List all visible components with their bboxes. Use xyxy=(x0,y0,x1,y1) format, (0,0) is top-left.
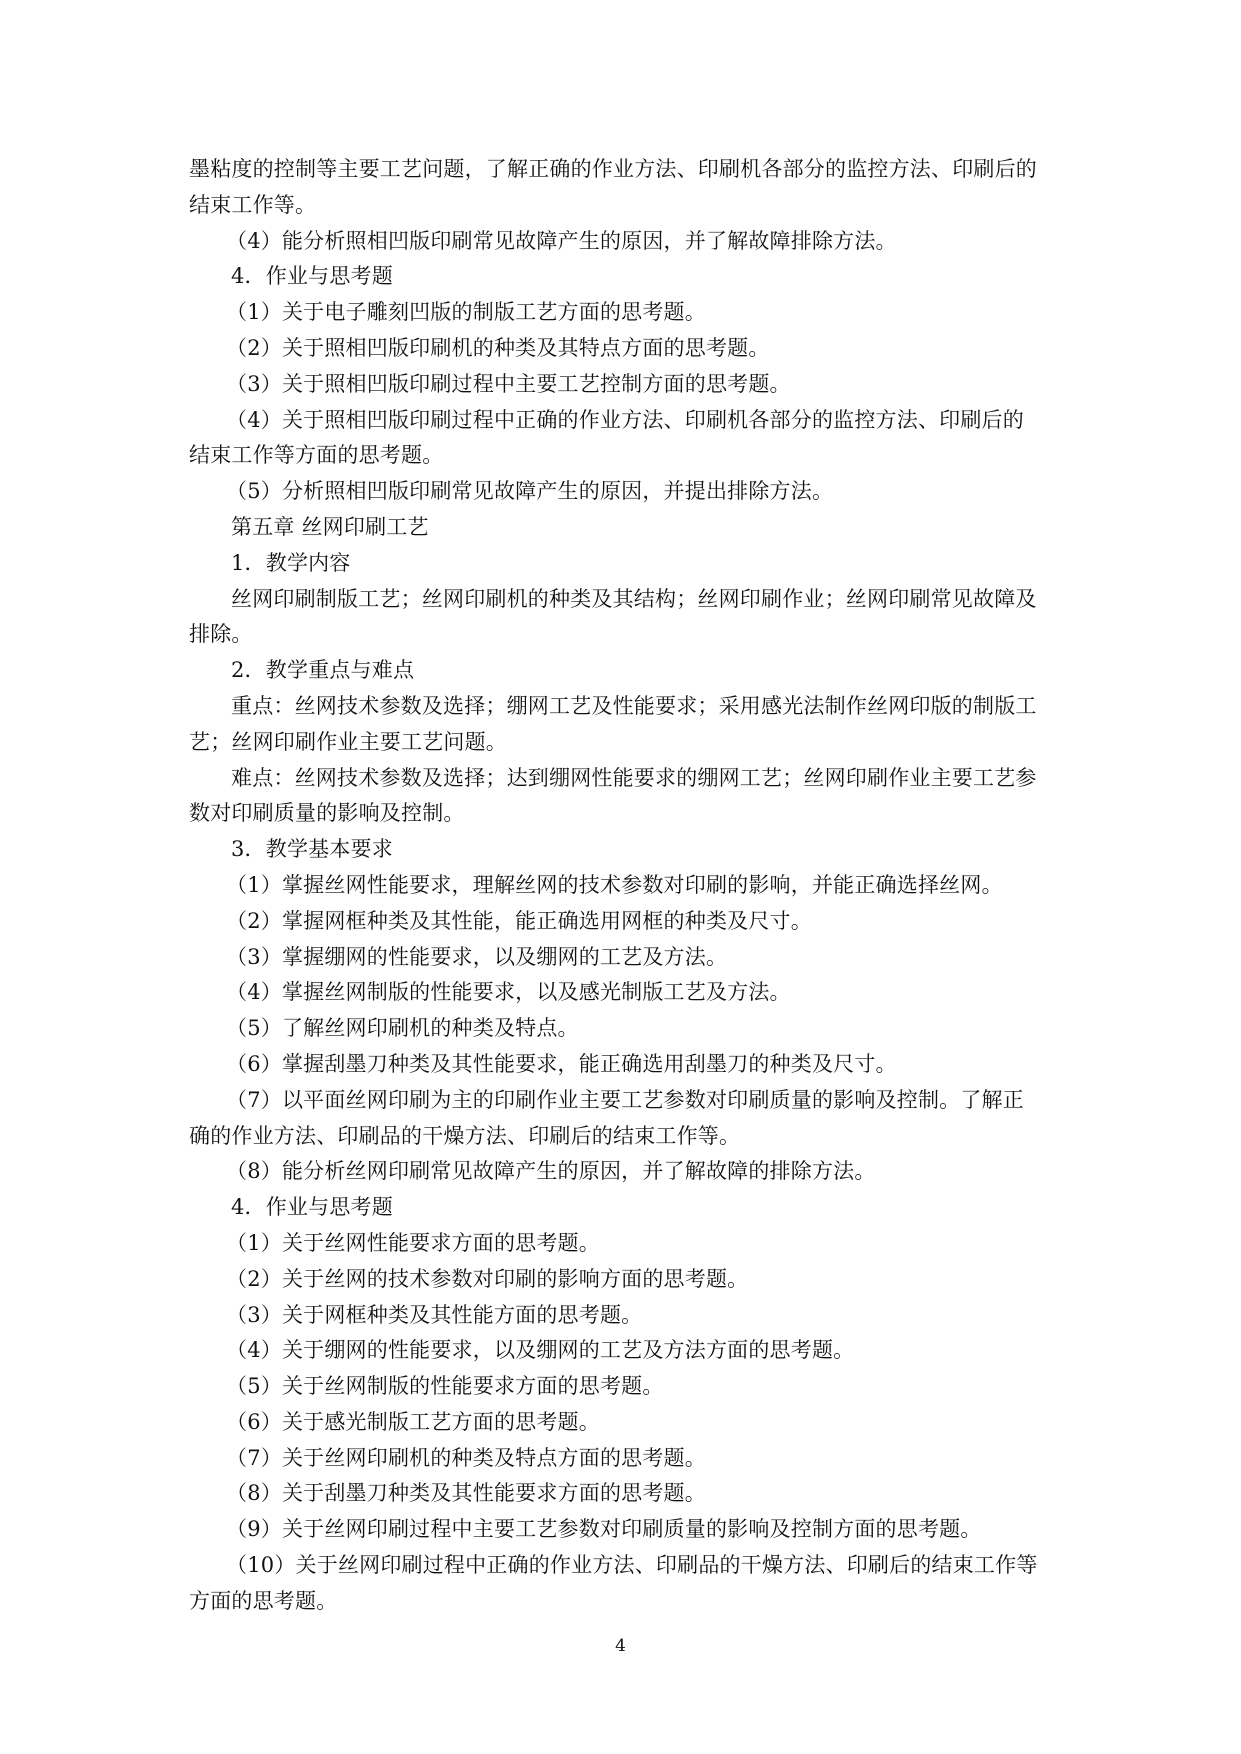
text-line: 排除。 xyxy=(189,622,253,647)
text-line: （6）关于感光制版工艺方面的思考题。 xyxy=(226,1409,600,1434)
page-number: 4 xyxy=(615,1636,626,1656)
text-line: 方面的思考题。 xyxy=(189,1588,338,1613)
text-line: （1）关于电子雕刻凹版的制版工艺方面的思考题。 xyxy=(226,300,706,325)
text-line: （1）关于丝网性能要求方面的思考题。 xyxy=(226,1230,600,1255)
text-line: （4）关于照相凹版印刷过程中正确的作业方法、印刷机各部分的监控方法、印刷后的 xyxy=(226,407,1024,432)
text-line: （8）关于刮墨刀种类及其性能要求方面的思考题。 xyxy=(226,1481,706,1506)
text-line: 结束工作等方面的思考题。 xyxy=(189,443,444,468)
text-line: 艺；丝网印刷作业主要工艺问题。 xyxy=(189,729,507,754)
text-line: （5）分析照相凹版印刷常见故障产生的原因，并提出排除方法。 xyxy=(226,479,834,504)
text-line: 3．教学基本要求 xyxy=(231,837,393,862)
text-line: 4．作业与思考题 xyxy=(231,264,393,289)
text-line: （3）掌握绷网的性能要求，以及绷网的工艺及方法。 xyxy=(226,944,728,969)
text-line: （10）关于丝网印刷过程中正确的作业方法、印刷品的干燥方法、印刷后的结束工作等 xyxy=(226,1553,1038,1578)
text-line: （7）关于丝网印刷机的种类及特点方面的思考题。 xyxy=(226,1445,706,1470)
text-line: （1）掌握丝网性能要求，理解丝网的技术参数对印刷的影响，并能正确选择丝网。 xyxy=(226,872,1003,897)
text-line: （4）关于绷网的性能要求，以及绷网的工艺及方法方面的思考题。 xyxy=(226,1338,855,1363)
text-line: （2）关于丝网的技术参数对印刷的影响方面的思考题。 xyxy=(226,1266,749,1291)
text-line: （5）关于丝网制版的性能要求方面的思考题。 xyxy=(226,1374,664,1399)
text-line: 重点：丝网技术参数及选择；绷网工艺及性能要求；采用感光法制作丝网印版的制版工 xyxy=(231,693,1037,718)
text-line: （4）能分析照相凹版印刷常见故障产生的原因，并了解故障排除方法。 xyxy=(226,228,897,253)
text-line: （3）关于照相凹版印刷过程中主要工艺控制方面的思考题。 xyxy=(226,371,791,396)
text-line: 第五章 丝网印刷工艺 xyxy=(231,514,429,539)
text-line: （2）关于照相凹版印刷机的种类及其特点方面的思考题。 xyxy=(226,335,770,360)
text-line: 结束工作等。 xyxy=(189,192,317,217)
document-body xyxy=(189,152,1059,1620)
text-line: （6）掌握刮墨刀种类及其性能要求，能正确选用刮墨刀的种类及尺寸。 xyxy=(226,1051,897,1076)
text-line: 墨粘度的控制等主要工艺问题，了解正确的作业方法、印刷机各部分的监控方法、印刷后的 xyxy=(189,157,1037,181)
text-line: （8）能分析丝网印刷常见故障产生的原因，并了解故障的排除方法。 xyxy=(226,1159,876,1184)
text-line: （3）关于网框种类及其性能方面的思考题。 xyxy=(226,1302,643,1327)
text-line: 2．教学重点与难点 xyxy=(231,658,415,683)
text-line: 1．教学内容 xyxy=(231,550,351,575)
text-line: 数对印刷质量的影响及控制。 xyxy=(189,801,465,826)
text-line: （9）关于丝网印刷过程中主要工艺参数对印刷质量的影响及控制方面的思考题。 xyxy=(226,1517,982,1542)
text-line: （7）以平面丝网印刷为主的印刷作业主要工艺参数对印刷质量的影响及控制。了解正 xyxy=(226,1087,1024,1112)
text-line: 确的作业方法、印刷品的干燥方法、印刷后的结束工作等。 xyxy=(189,1123,741,1148)
text-line: （5）了解丝网印刷机的种类及特点。 xyxy=(226,1016,579,1041)
text-line: 难点：丝网技术参数及选择；达到绷网性能要求的绷网工艺；丝网印刷作业主要工艺参 xyxy=(231,765,1037,790)
text-line: 4．作业与思考题 xyxy=(231,1195,393,1220)
text-line: 丝网印刷制版工艺；丝网印刷机的种类及其结构；丝网印刷作业；丝网印刷常见故障及 xyxy=(231,586,1037,611)
text-line: （2）掌握网框种类及其性能，能正确选用网框的种类及尺寸。 xyxy=(226,908,812,933)
text-line: （4）掌握丝网制版的性能要求，以及感光制版工艺及方法。 xyxy=(226,980,791,1005)
